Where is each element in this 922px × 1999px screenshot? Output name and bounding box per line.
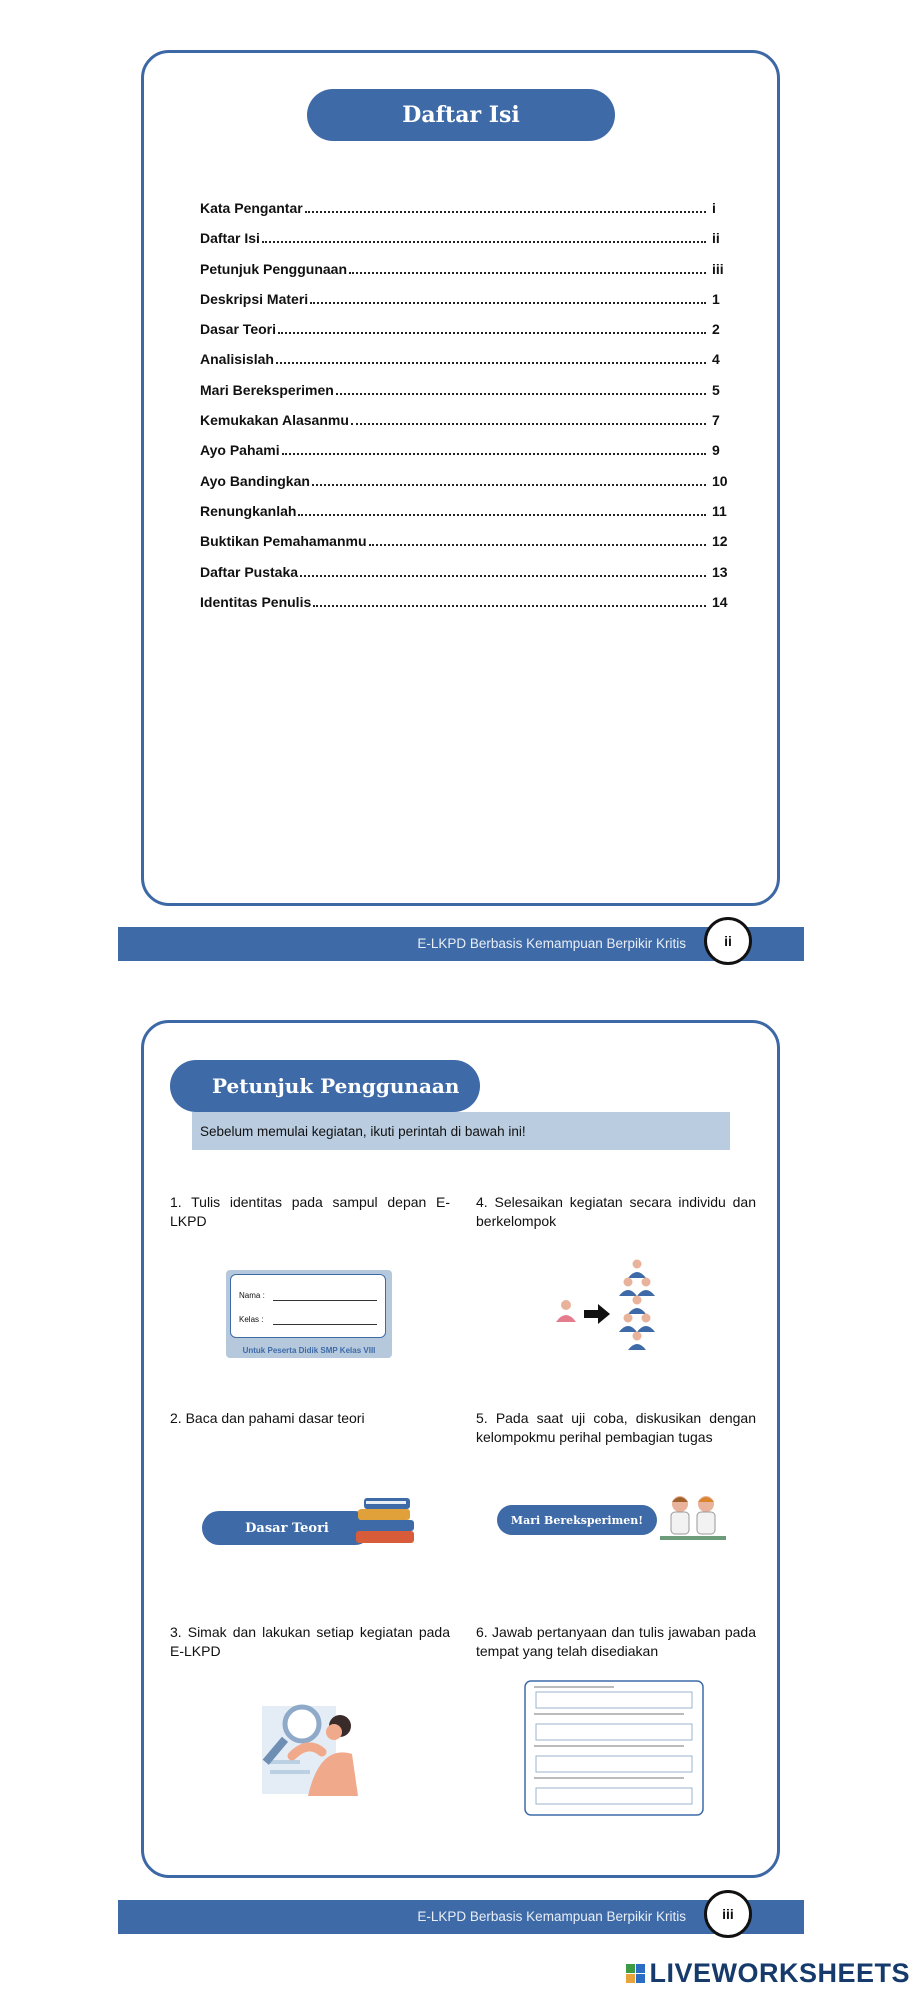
liveworksheets-watermark <box>626 1958 910 1989</box>
books-icon <box>352 1493 422 1549</box>
toc-entry-label: Daftar Pustaka <box>200 563 299 580</box>
individual-person-icon <box>556 1300 576 1322</box>
identity-class-label: Kelas : <box>239 1315 264 1324</box>
toc-entry-label: Deskripsi Materi <box>200 290 309 307</box>
toc-entry-page: 12 <box>712 533 728 550</box>
toc-entry-page: 5 <box>712 381 720 398</box>
page-number-badge: iii <box>704 1890 752 1938</box>
toc-list <box>200 200 730 624</box>
toc-leader-dots <box>310 302 706 304</box>
toc-entry-page: 11 <box>712 502 727 519</box>
toc-entry <box>200 533 730 563</box>
toc-entry <box>200 473 730 503</box>
toc-entry-page: 7 <box>712 412 720 429</box>
toc-entry <box>200 594 730 624</box>
identity-name-label: Nama : <box>239 1291 265 1300</box>
footer-text: E-LKPD Berbasis Kemampuan Berpikir Kritis <box>417 936 686 951</box>
toc-entry <box>200 321 730 351</box>
toc-entry <box>200 291 730 321</box>
footer-text: E-LKPD Berbasis Kemampuan Berpikir Kritis <box>417 1909 686 1924</box>
toc-entry <box>200 442 730 472</box>
identity-card-caption: Untuk Peserta Didik SMP Kelas VIII <box>242 1346 376 1355</box>
toc-leader-dots <box>298 514 706 516</box>
individual-to-group-illustration <box>548 1258 668 1368</box>
toc-entry-page: i <box>712 200 716 216</box>
toc-entry <box>200 503 730 533</box>
guide-step-4: 4. Selesaikan kegiatan secara individu dan berkelompok <box>476 1194 756 1229</box>
toc-entry-label: Buktikan Pemahamanmu <box>200 533 367 550</box>
guide-step-2: 2. Baca dan pahami dasar teori <box>170 1410 365 1426</box>
toc-entry-label: Petunjuk Penggunaan <box>200 260 348 277</box>
arrow-right-icon <box>584 1304 610 1324</box>
toc-entry-label: Dasar Teori <box>200 321 276 338</box>
magnifier-lens <box>285 1707 319 1741</box>
toc-entry-page: ii <box>712 230 720 247</box>
toc-leader-dots <box>336 393 706 395</box>
identity-card-form <box>230 1274 386 1338</box>
dasar-teori-banner: Dasar Teori <box>202 1511 372 1545</box>
toc-entry <box>200 200 730 230</box>
mari-bereksperimen-banner: Mari Bereksperimen! <box>497 1505 657 1535</box>
liveworksheets-logo-icon <box>626 1964 645 1983</box>
guide-step-6: 6. Jawab pertanyaan dan tulis jawaban pada tempat yang telah disediakan <box>476 1624 756 1659</box>
toc-entry-label: Kata Pengantar <box>200 200 303 216</box>
answer-sheet-illustration <box>524 1680 704 1816</box>
toc-entry <box>200 230 730 260</box>
toc-entry-page: 13 <box>712 563 728 580</box>
toc-entry-label: Analisislah <box>200 351 274 368</box>
toc-leader-dots <box>312 484 706 486</box>
toc-entry-label: Ayo Bandingkan <box>200 472 310 489</box>
toc-entry-page: 1 <box>712 290 720 307</box>
identity-card-illustration <box>226 1270 392 1358</box>
toc-leader-dots <box>305 211 706 213</box>
group-people-icon <box>619 1260 655 1351</box>
toc-entry-label: Ayo Pahami <box>200 442 280 459</box>
toc-entry <box>200 382 730 412</box>
toc-leader-dots <box>351 423 706 425</box>
magnifier-illustration <box>262 1700 358 1796</box>
toc-entry-label: Daftar Isi <box>200 230 260 247</box>
guide-step-3: 3. Simak dan lakukan setiap kegiatan pada E-LKPD <box>170 1624 450 1659</box>
guide-step-5: 5. Pada saat uji coba, diskusikan dengan kelompokmu perihal pembagian tugas <box>476 1410 756 1445</box>
toc-entry-label: Mari Bereksperimen <box>200 381 334 398</box>
toc-leader-dots <box>369 544 707 546</box>
toc-leader-dots <box>282 453 706 455</box>
toc-entry-page: 9 <box>712 442 720 459</box>
toc-entry <box>200 412 730 442</box>
toc-leader-dots <box>262 241 706 243</box>
toc-leader-dots <box>278 332 706 334</box>
toc-entry-page: 10 <box>712 472 728 489</box>
guide-title: Petunjuk Penggunaan <box>170 1060 480 1112</box>
toc-entry-page: iii <box>712 260 724 277</box>
toc-title: Daftar Isi <box>307 89 615 141</box>
identity-name-line <box>273 1300 377 1301</box>
guide-intro: Sebelum memulai kegiatan, ikuti perintah di bawah ini! <box>192 1112 730 1150</box>
toc-entry <box>200 564 730 594</box>
toc-entry-label: Renungkanlah <box>200 502 297 519</box>
toc-entry-page: 14 <box>712 593 728 610</box>
page-number-badge: ii <box>704 917 752 965</box>
toc-entry-page: 4 <box>712 351 720 368</box>
identity-class-line <box>273 1324 377 1325</box>
toc-entry <box>200 261 730 291</box>
toc-leader-dots <box>349 272 706 274</box>
toc-entry <box>200 351 730 381</box>
toc-leader-dots <box>276 362 706 364</box>
toc-leader-dots <box>300 575 706 577</box>
toc-entry-label: Identitas Penulis <box>200 593 312 610</box>
toc-leader-dots <box>313 605 706 607</box>
watermark-text: LIVEWORKSHEETS <box>649 1958 910 1988</box>
toc-entry-label: Kemukakan Alasanmu <box>200 412 349 429</box>
page-footer <box>118 1900 804 1934</box>
page-footer <box>118 927 804 961</box>
scientists-icon <box>660 1492 726 1546</box>
toc-entry-page: 2 <box>712 321 720 338</box>
guide-step-1: 1. Tulis identitas pada sampul depan E-LKPD <box>170 1194 450 1229</box>
